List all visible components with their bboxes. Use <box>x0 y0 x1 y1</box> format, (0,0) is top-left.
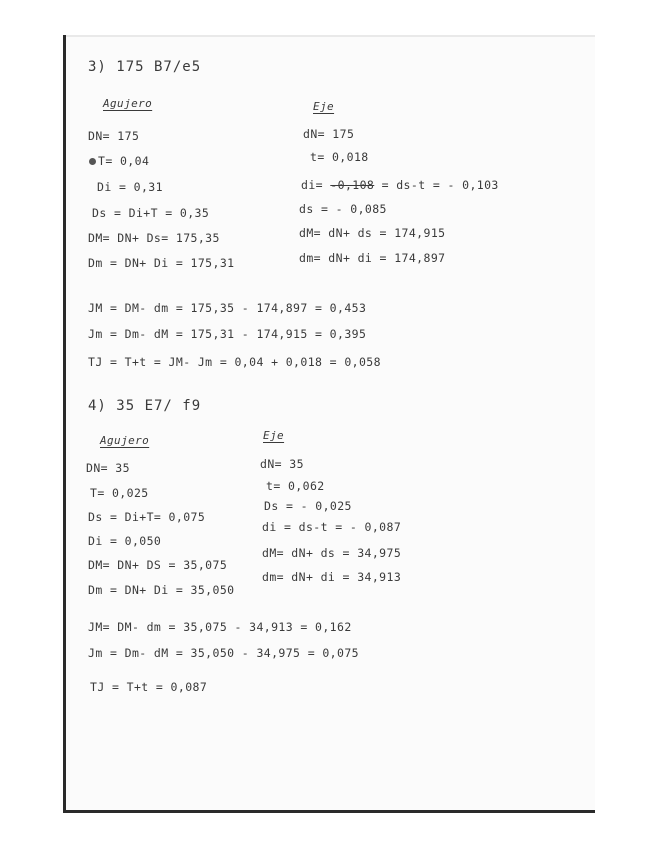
p3-agujero-line: T= 0,04 <box>98 154 150 168</box>
p4-agujero-line: Dm = DN+ Di = 35,050 <box>88 583 235 597</box>
p3-juego-line: JM = DM- dm = 175,35 - 174,897 = 0,453 <box>88 301 367 315</box>
p4-agujero-line: Di = 0,050 <box>88 534 162 548</box>
p4-eje-line: t= 0,062 <box>266 479 325 493</box>
p4-juego-line: JM= DM- dm = 35,075 - 34,913 = 0,162 <box>88 620 352 634</box>
p3-eje-line: ds = - 0,085 <box>299 202 387 216</box>
p3-agujero-line: Ds = Di+T = 0,35 <box>92 206 210 220</box>
p3-agujero-line: Dm = DN+ Di = 175,31 <box>88 256 235 270</box>
p4-eje-line: Ds = - 0,025 <box>264 499 352 513</box>
bullet-mark-icon <box>89 158 96 165</box>
problem-4-agujero-heading: Agujero <box>100 434 150 447</box>
p3-juego-line: Jm = Dm- dM = 175,31 - 174,915 = 0,395 <box>88 327 367 341</box>
problem-4-eje-heading: Eje <box>263 429 285 442</box>
p4-eje-line: dM= dN+ ds = 34,975 <box>262 546 402 560</box>
p4-juego-line: TJ = T+t = 0,087 <box>90 680 208 694</box>
p4-eje-line: di = ds-t = - 0,087 <box>262 520 402 534</box>
p4-eje-line: dm= dN+ di = 34,913 <box>262 570 402 584</box>
p3-eje-line: di= -0,108 = ds-t = - 0,103 <box>301 178 499 192</box>
p3-agujero-line: Di = 0,31 <box>97 180 163 194</box>
p3-agujero-line: DN= 175 <box>88 129 140 143</box>
p4-agujero-line: DN= 35 <box>86 461 130 475</box>
problem-3-agujero-heading: Agujero <box>103 97 153 110</box>
p4-agujero-line: T= 0,025 <box>90 486 149 500</box>
p3-juego-line: TJ = T+t = JM- Jm = 0,04 + 0,018 = 0,058 <box>88 355 381 369</box>
p3-eje-line: dM= dN+ ds = 174,915 <box>299 226 446 240</box>
problem-3-eje-heading: Eje <box>313 100 335 113</box>
p4-agujero-line: Ds = Di+T= 0,075 <box>88 510 206 524</box>
p3-eje-line: dm= dN+ di = 174,897 <box>299 251 446 265</box>
p3-agujero-line: DM= DN+ Ds= 175,35 <box>88 231 220 245</box>
p4-eje-line: dN= 35 <box>260 457 304 471</box>
p3-eje-line: dN= 175 <box>303 127 355 141</box>
problem-4-title: 4) 35 E7/ f9 <box>88 398 202 414</box>
problem-3-title: 3) 175 B7/e5 <box>88 59 202 75</box>
p4-agujero-line: DM= DN+ DS = 35,075 <box>88 558 228 572</box>
p3-eje-line: t= 0,018 <box>310 150 369 164</box>
p4-juego-line: Jm = Dm- dM = 35,050 - 34,975 = 0,075 <box>88 646 359 660</box>
